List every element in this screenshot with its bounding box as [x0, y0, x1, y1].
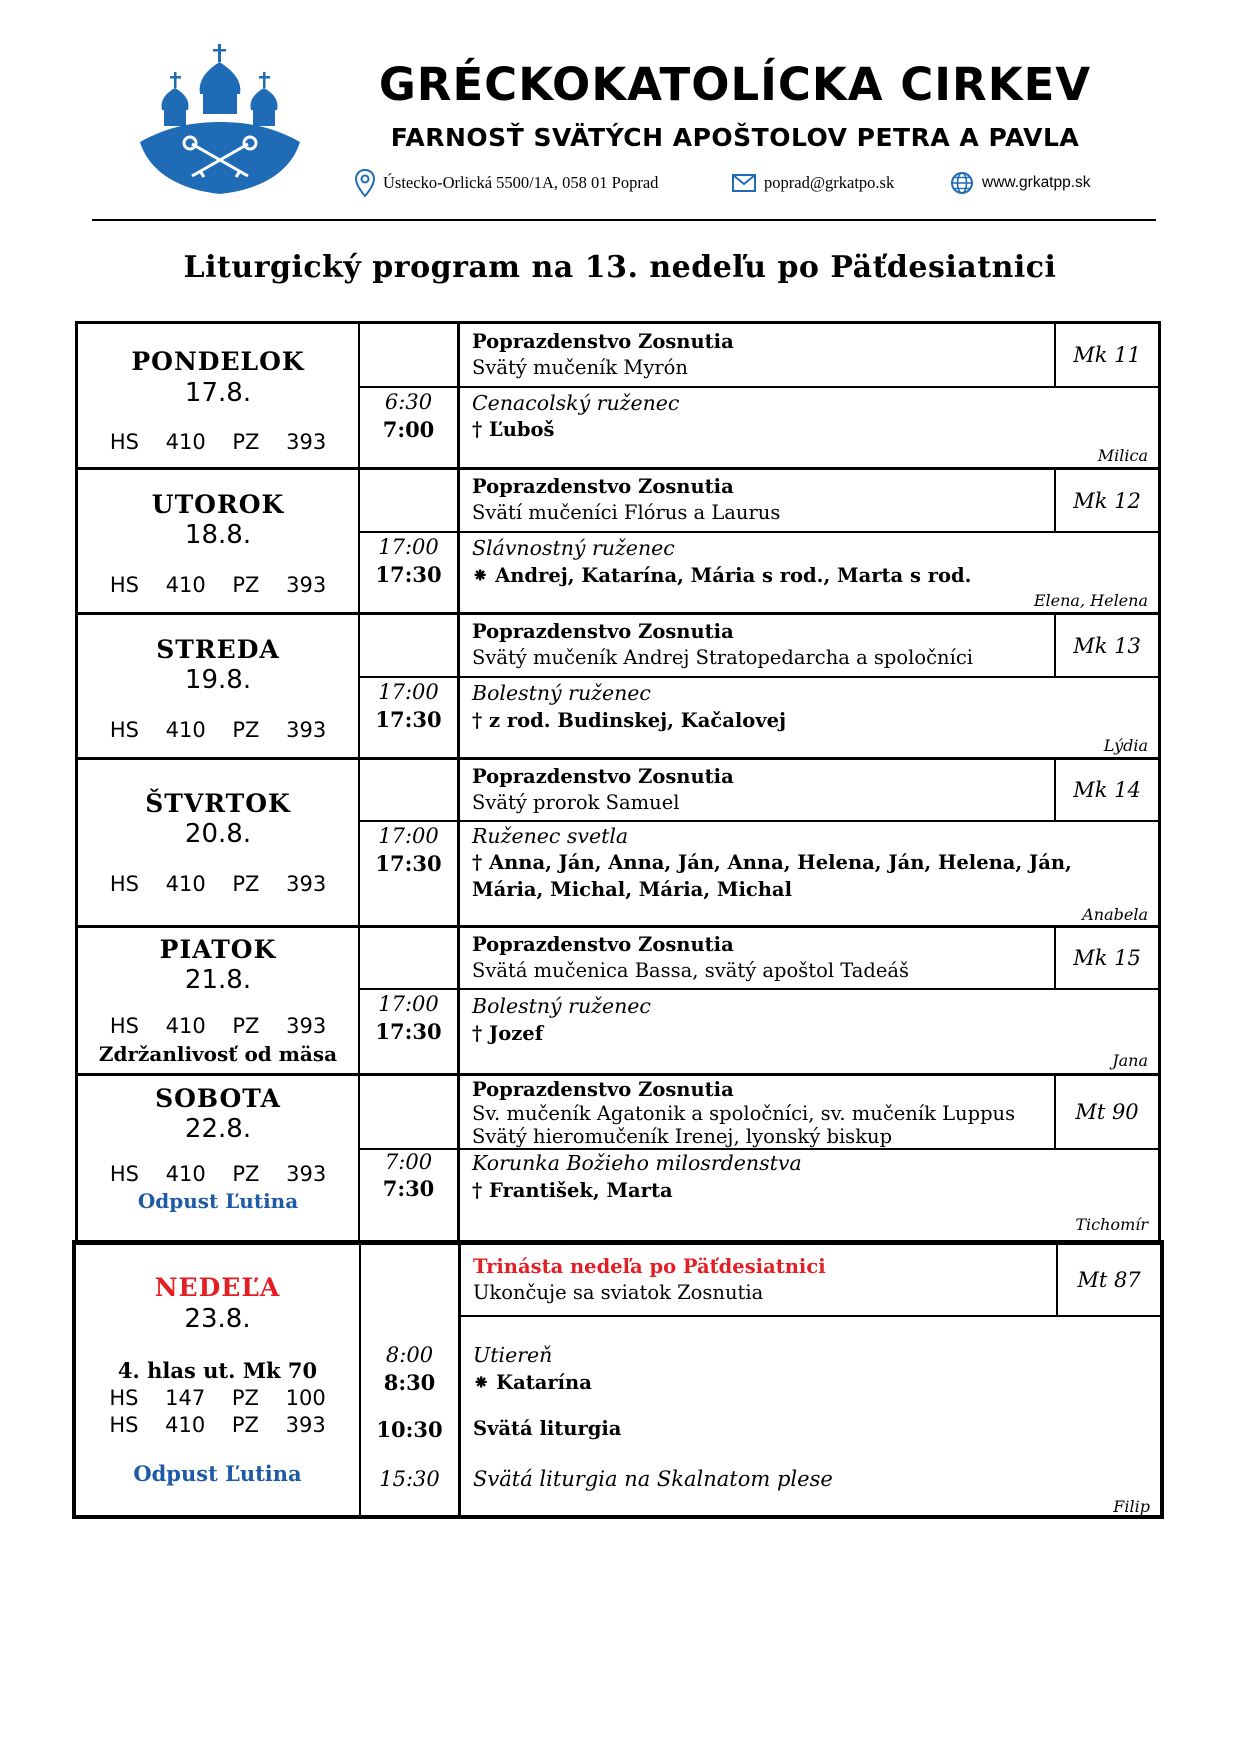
fasting-note: Zdržanlivosť od mäsa — [98, 1042, 338, 1066]
liturgy-time: 17:30 — [375, 851, 442, 876]
hymn-numbers: HS 410 PZ 393 — [109, 573, 327, 597]
day-date: 19.8. — [184, 665, 252, 695]
time-column — [360, 470, 460, 612]
time-column — [361, 1245, 461, 1515]
hymn-numbers: HS 147 PZ 100 — [109, 1386, 326, 1410]
hymn-numbers: HS 410 PZ 393 — [109, 1162, 327, 1186]
intention: ⁕ Katarína — [473, 1371, 592, 1394]
header-divider — [92, 219, 1156, 221]
day-info — [78, 1076, 360, 1240]
day-name: UTOROK — [151, 490, 285, 519]
address — [355, 168, 658, 198]
rosary-name: Ruženec svetla — [472, 824, 629, 848]
rosary-name: Bolestný ruženec — [472, 994, 651, 1018]
matins-time: 8:00 — [385, 1343, 434, 1367]
time-divider — [360, 988, 457, 990]
saint-name: Sv. mučeník Agatonik a spoločníci, sv. mučeník Luppus — [472, 1102, 1016, 1125]
reading: Mk 15 — [1054, 928, 1158, 988]
day-date: 22.8. — [184, 1114, 252, 1144]
feast-name: Poprazdenstvo Zosnutia — [472, 475, 734, 498]
day-sunday — [72, 1240, 1164, 1519]
celebrant: Jana — [1112, 1051, 1148, 1070]
email[interactable] — [732, 168, 894, 198]
day-info — [78, 470, 360, 612]
feast-name: Poprazdenstvo Zosnutia — [472, 620, 734, 643]
hymn-numbers: HS 410 PZ 393 — [109, 872, 327, 896]
hymn-numbers: HS 410 PZ 393 — [109, 1413, 326, 1437]
time-divider — [360, 531, 457, 533]
rosary-name: Slávnostný ruženec — [472, 536, 675, 560]
rosary-name: Bolestný ruženec — [472, 681, 651, 705]
feast-row — [460, 760, 1158, 822]
intention: † František, Marta — [472, 1179, 673, 1202]
reading: Mk 13 — [1054, 615, 1158, 676]
time-divider — [360, 676, 457, 678]
intention: † z rod. Budinskej, Kačalovej — [472, 709, 787, 732]
day-name: PIATOK — [159, 935, 277, 964]
feast-name: Poprazdenstvo Zosnutia — [472, 765, 734, 788]
matins-name: Utiereň — [473, 1343, 553, 1367]
feast-row — [460, 470, 1158, 533]
day-date: 17.8. — [184, 378, 252, 408]
celebrant: Tichomír — [1075, 1215, 1148, 1234]
liturgy-time: 8:30 — [383, 1370, 436, 1395]
globe-icon — [950, 171, 974, 195]
indulgence-note: Odpust Ľutina — [133, 1461, 302, 1486]
day-content — [460, 760, 1158, 925]
day-name: NEDEĽA — [154, 1273, 281, 1302]
feast-name: Poprazdenstvo Zosnutia — [472, 330, 734, 353]
evening-liturgy-name: Svätá liturgia na Skalnatom plese — [473, 1467, 833, 1491]
saint-name: Svätý mučeník Andrej Stratopedarcha a spoločníci — [472, 646, 973, 669]
day-info — [78, 324, 360, 467]
indulgence-note: Odpust Ľutina — [137, 1189, 299, 1213]
saint-name: Svätí mučeníci Flórus a Laurus — [472, 501, 781, 524]
feast-name: Poprazdenstvo Zosnutia — [472, 933, 734, 956]
hymn-numbers: HS 410 PZ 393 — [109, 430, 327, 454]
day-friday — [75, 928, 1161, 1076]
celebrant: Lýdia — [1103, 736, 1148, 755]
day-content — [460, 615, 1158, 757]
feast-row — [460, 615, 1158, 678]
day-saturday — [75, 1076, 1161, 1240]
day-name: SOBOTA — [155, 1084, 281, 1113]
address-text: Ústecko-Orlická 5500/1A, 058 01 Poprad — [383, 173, 659, 192]
day-content — [460, 928, 1158, 1073]
feast-row — [460, 1076, 1158, 1150]
hymn-numbers: HS 410 PZ 393 — [109, 1014, 327, 1038]
rosary-time: 6:30 — [384, 390, 433, 414]
day-tuesday — [75, 470, 1161, 615]
time-divider — [360, 820, 457, 822]
day-name: ŠTVRTOK — [145, 789, 291, 818]
feast-subtitle: Ukončuje sa sviatok Zosnutia — [473, 1281, 764, 1304]
day-content — [460, 324, 1158, 467]
evening-liturgy-time: 15:30 — [379, 1467, 440, 1491]
day-monday — [75, 324, 1161, 470]
day-date: 21.8. — [184, 965, 252, 995]
day-content — [460, 470, 1158, 612]
saint-name: Svätý mučeník Myrón — [472, 356, 688, 379]
celebrant: Anabela — [1082, 905, 1148, 924]
parish-name: FARNOSŤ SVÄTÝCH APOŠTOLOV PETRA A PAVLA — [390, 123, 1080, 152]
schedule-table — [75, 321, 1161, 1519]
hymn-numbers: HS 410 PZ 393 — [109, 718, 327, 742]
day-info — [78, 760, 360, 925]
liturgy-name: Svätá liturgia — [473, 1417, 622, 1440]
day-date: 23.8. — [184, 1304, 251, 1334]
rosary-name: Cenacolský ruženec — [472, 391, 680, 415]
email-text[interactable]: poprad@grkatpo.sk — [764, 173, 895, 192]
liturgy-time: 7:30 — [382, 1176, 435, 1201]
website-text[interactable]: www.grkatpp.sk — [982, 174, 1091, 191]
reading: Mk 12 — [1054, 470, 1158, 531]
saint-name: Svätá mučenica Bassa, svätý apoštol Tadeáš — [472, 959, 910, 982]
organization-name: GRÉCKOKATOLÍCKA CIRKEV — [378, 58, 1092, 111]
feast-name: Poprazdenstvo Zosnutia — [472, 1078, 734, 1101]
feast-name: Trinásta nedeľa po Päťdesiatnici — [473, 1255, 826, 1278]
envelope-icon — [732, 174, 756, 192]
liturgy-time: 17:30 — [375, 707, 442, 732]
rosary-name: Korunka Božieho milosrdenstva — [472, 1151, 802, 1175]
feast-row — [460, 324, 1158, 388]
reading: Mt 90 — [1054, 1076, 1158, 1148]
liturgy-time: 10:30 — [376, 1417, 443, 1442]
liturgy-time: 17:30 — [375, 562, 442, 587]
reading: Mt 87 — [1056, 1245, 1160, 1315]
day-date: 18.8. — [184, 520, 252, 550]
day-content — [461, 1245, 1160, 1515]
location-pin-icon — [355, 169, 375, 197]
intention: ⁕ Andrej, Katarína, Mária s rod., Marta s rod. — [472, 564, 972, 587]
rosary-time: 17:00 — [378, 680, 439, 704]
saint-name: Svätý prorok Samuel — [472, 791, 680, 814]
time-column — [360, 615, 460, 757]
liturgy-time: 7:00 — [382, 417, 435, 442]
day-info — [76, 1245, 361, 1515]
saint-name: Svätý hieromučeník Irenej, lyonský biskup — [472, 1125, 893, 1148]
intention: † Anna, Ján, Anna, Ján, Anna, Helena, Ján, Helena, Ján, Mária, Michal, Mária, Michal — [472, 851, 1072, 901]
time-divider — [360, 386, 457, 388]
day-wednesday — [75, 615, 1161, 760]
rosary-time: 7:00 — [384, 1150, 433, 1174]
celebrant: Milica — [1097, 446, 1148, 465]
day-thursday — [75, 760, 1161, 928]
rosary-time: 17:00 — [378, 535, 439, 559]
time-column — [360, 1076, 460, 1240]
liturgy-time: 17:30 — [375, 1019, 442, 1044]
day-name: STREDA — [156, 635, 280, 664]
intention: † Jozef — [472, 1022, 544, 1045]
feast-row — [461, 1245, 1160, 1317]
tone-reading: 4. hlas ut. Mk 70 — [117, 1358, 318, 1383]
time-column — [360, 760, 460, 925]
day-date: 20.8. — [184, 819, 252, 849]
day-info — [78, 928, 360, 1073]
time-column — [360, 928, 460, 1073]
church-logo — [140, 44, 300, 204]
website[interactable] — [950, 168, 1091, 198]
reading: Mk 14 — [1054, 760, 1158, 820]
rosary-time: 17:00 — [378, 824, 439, 848]
page-title: Liturgický program na 13. nedeľu po Päťdesiatnici — [183, 250, 1057, 285]
day-name: PONDELOK — [131, 347, 305, 376]
feast-row — [460, 928, 1158, 990]
day-content — [460, 1076, 1158, 1240]
time-column — [360, 324, 460, 467]
day-info — [78, 615, 360, 757]
reading: Mk 11 — [1054, 324, 1158, 386]
celebrant: Elena, Helena — [1033, 591, 1148, 610]
intention: † Ľuboš — [472, 418, 555, 441]
rosary-time: 17:00 — [378, 992, 439, 1016]
celebrant: Filip — [1113, 1497, 1150, 1516]
